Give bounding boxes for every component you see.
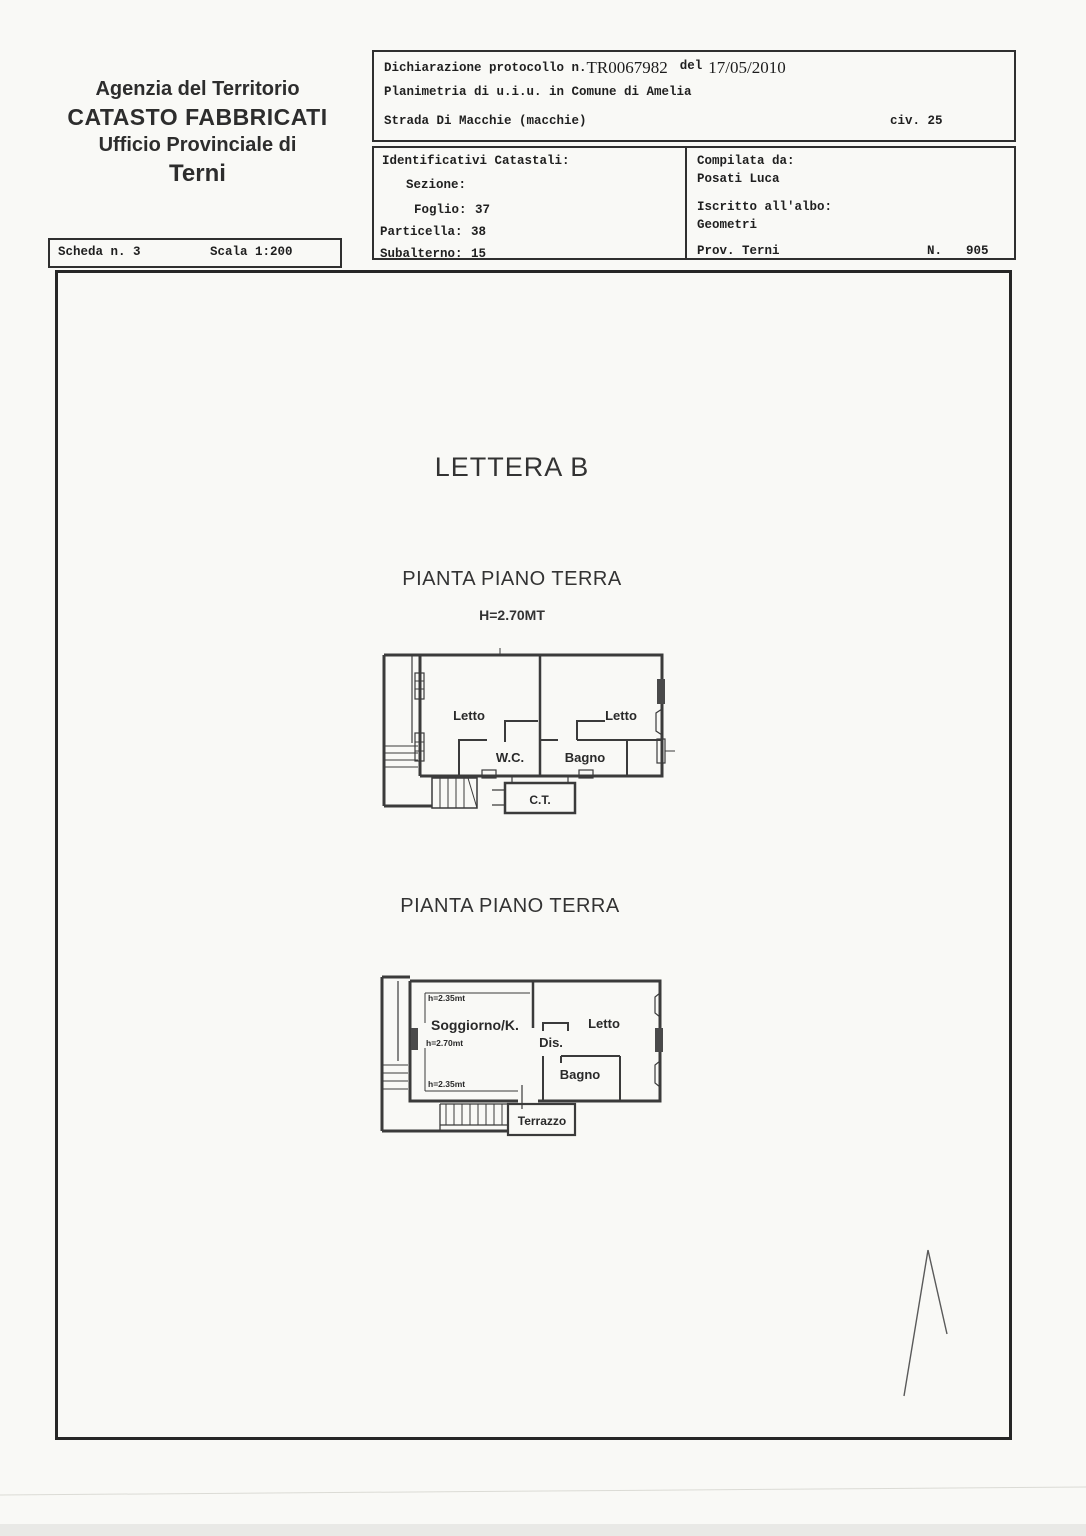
particella-line [380,222,486,240]
scheda-box [48,238,342,268]
foglio-value: 37 [474,203,490,217]
plan1-room-wc: W.C. [495,750,525,765]
office-line: Ufficio Provinciale di [98,134,297,156]
prov-line: Prov. Terni [697,244,780,258]
plan1-height-note: H=2.70MT [479,607,545,623]
scan-artifact-line [0,1480,1086,1502]
agency-header [55,76,340,190]
scale-value: Scala 1:200 [210,245,293,259]
del-label: del [679,59,703,73]
particella-label: Particella: [380,225,463,239]
civic-number: civ. 25 [890,114,943,128]
compiler-title: Compilata da: [697,154,795,168]
catasto-title: CATASTO FABBRICATI [67,104,328,130]
sezione-label: Sezione: [406,178,467,192]
plan2-room-soggiorno: Soggiorno/K. [431,1017,519,1033]
identifiers-title: Identificativi Catastali: [382,154,570,168]
floor-plan-1 [372,643,692,823]
plan2-room-dis: Dis. [539,1035,563,1050]
n-value: 905 [966,244,989,258]
protocol-line [384,56,786,76]
plan1-room-ct: C.T. [529,793,551,807]
protocol-number: TR0067982 [586,58,668,77]
drawing-frame [55,270,1012,1440]
subalterno-label: Subalterno: [380,247,463,261]
planimetria-line: Planimetria di u.i.u. in Comune di Amelia [384,85,692,99]
street-line: Strada Di Macchie (macchie) [384,114,587,128]
foglio-line [414,200,490,218]
floor-plan-2 [370,973,690,1145]
plan2-height-top: h=2.35mt [428,993,466,1003]
plan2-room-bagno: Bagno [559,1067,601,1082]
letter-title: LETTERA B [434,452,590,482]
plan2-height-mid: h=2.70mt [426,1038,464,1048]
scheda-number: Scheda n. 3 [58,245,141,259]
protocol-label: Dichiarazione protocollo n. [384,61,587,75]
province-name: Terni [169,160,226,187]
identifiers-box [372,146,1016,260]
albo-label: Iscritto all'albo: [697,200,833,214]
north-arrow-icon [895,1238,965,1408]
albo-value: Geometri [697,218,758,232]
plan2-height-bottom: h=2.35mt [428,1079,466,1089]
subalterno-value: 15 [470,247,486,261]
plan1-title: PIANTA PIANO TERRA [402,568,622,590]
foglio-label: Foglio: [414,203,467,217]
plan2-room-letto: Letto [588,1016,620,1031]
compiler-name: Posati Luca [697,172,780,186]
n-label: N. [927,244,943,258]
plan2-room-terrazzo: Terrazzo [517,1114,567,1128]
subalterno-line [380,244,486,262]
plan1-room-letto-right: Letto [605,708,637,723]
plan2-title: PIANTA PIANO TERRA [400,895,620,917]
scan-edge-strip [0,1524,1086,1536]
agency-name: Agenzia del Territorio [95,78,300,100]
protocol-date: 17/05/2010 [708,58,786,77]
particella-value: 38 [470,225,486,239]
declaration-box [372,50,1016,142]
column-divider [685,148,687,258]
plan1-room-letto-left: Letto [453,708,485,723]
plan1-room-bagno: Bagno [564,750,606,765]
